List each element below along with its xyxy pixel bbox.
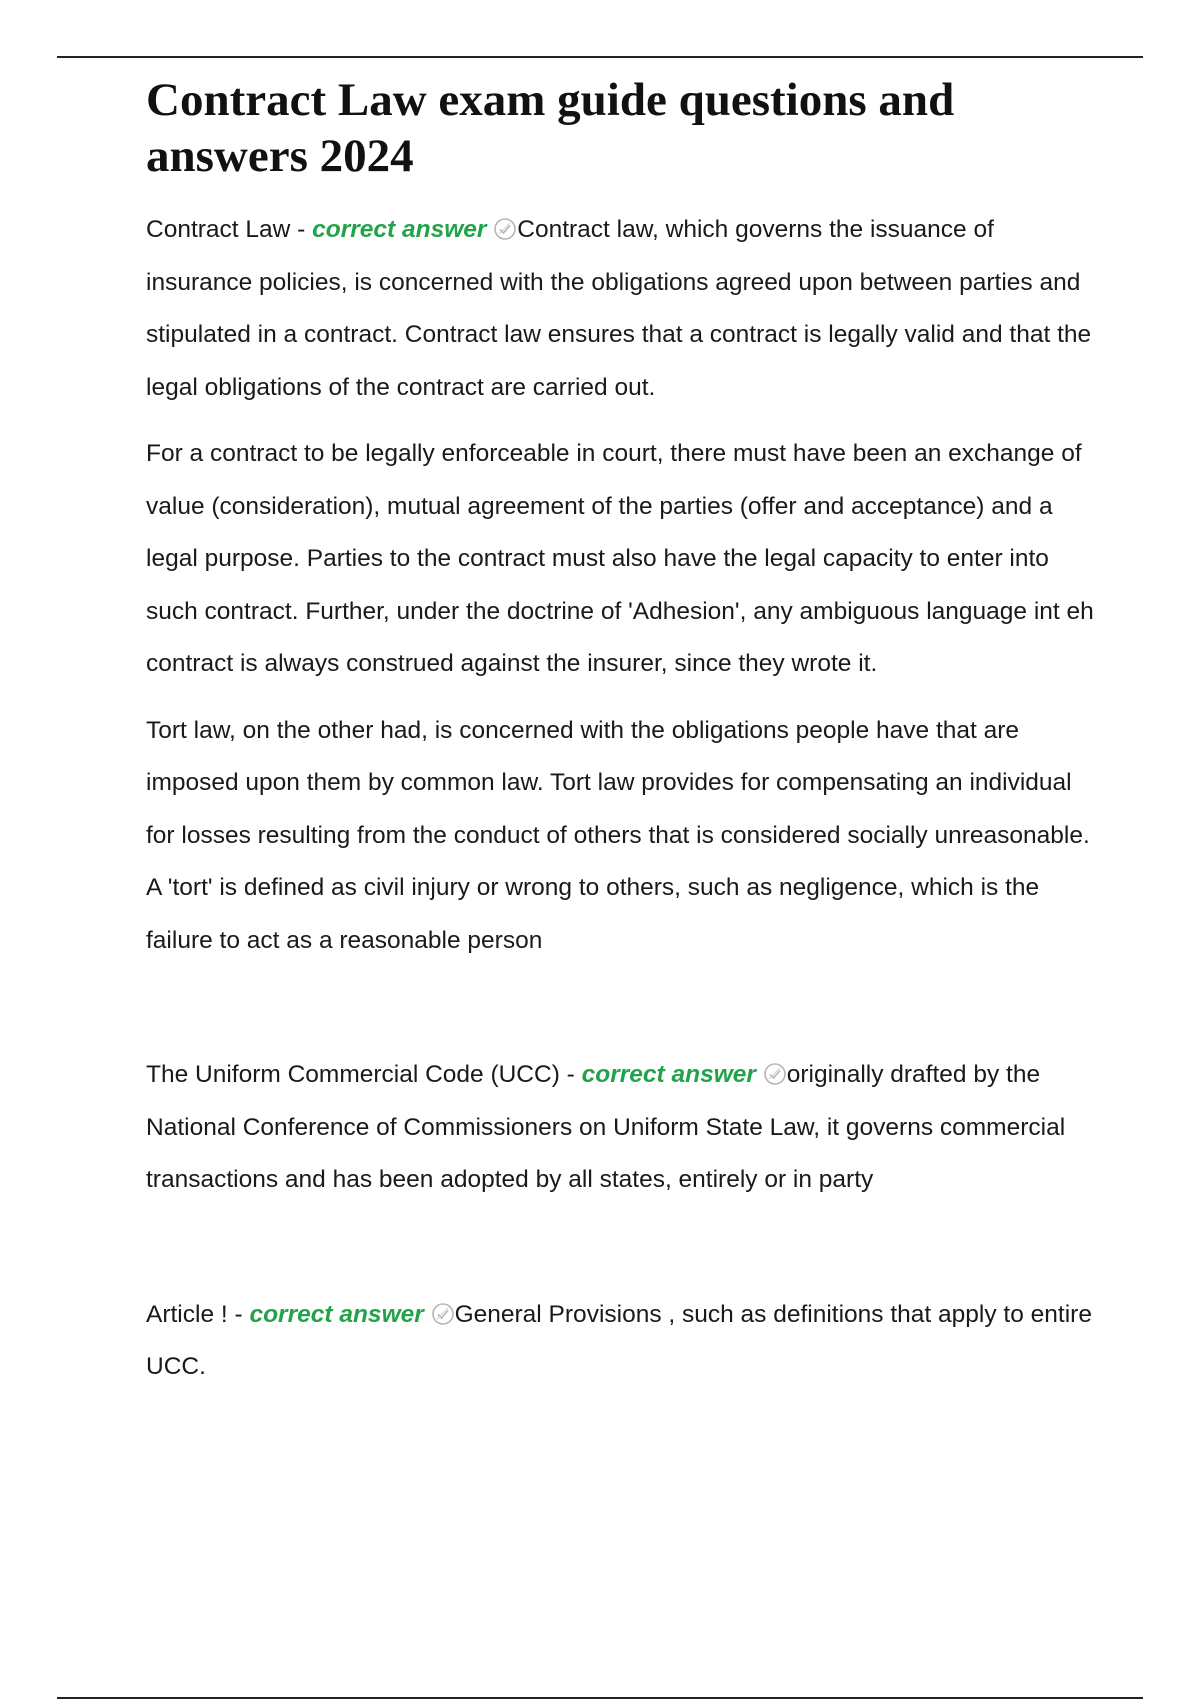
- correct-answer-label: correct answer: [312, 216, 487, 243]
- question-term: Contract Law -: [146, 216, 313, 243]
- question-term: Article ! -: [146, 1300, 250, 1328]
- check-circle-icon: [493, 208, 517, 232]
- answer-text: Contract law, which governs the issuance of insurance policies, is concerned with the obligations agreed upon between parties and stipulated in a contract. Contract law ensures that a contract is legally valid and that the legal obligations of the contract are carried out.: [146, 216, 1092, 401]
- bottom-rule: [57, 1697, 1143, 1699]
- check-circle-icon: [763, 1053, 787, 1077]
- qa-entry-article-1: [146, 1289, 1106, 1394]
- question-term: The Uniform Commercial Code (UCC) -: [146, 1061, 582, 1088]
- document-body: [146, 72, 1106, 1394]
- top-rule: [57, 56, 1143, 58]
- answer-text: General Provisions , such as definitions that apply to entire UCC.: [146, 1300, 1092, 1380]
- correct-answer-label: correct answer: [581, 1061, 756, 1088]
- answer-paragraph: Tort law, on the other had, is concerned with the obligations people have that are imposed upon them by common law. Tort law provides for compensating an individual for losses resulting from the conduct of others that is considered socially unreasonable. A 'tort' is defined as civil injury or wrong to others, such as negligence, which is the failure to act as a reasonable person: [146, 716, 1090, 954]
- qa-entry-ucc: [146, 1049, 1106, 1207]
- page-title: Contract Law exam guide questions and answers 2024: [146, 74, 955, 182]
- answer-text: originally drafted by the National Conference of Commissioners on Uniform State Law, it governs commercial transactions and has been adopted by all states, entirely or in party: [146, 1061, 1066, 1193]
- correct-answer-label: correct answer: [249, 1300, 424, 1328]
- check-circle-icon: [431, 1293, 455, 1317]
- answer-paragraph: For a contract to be legally enforceable in court, there must have been an exchange of value (consideration), mutual agreement of the parties (offer and acceptance) and a legal purpose. Parties to the contract must also have the legal capacity to enter into such contract. Further, under the doctrine of 'Adhesion', any ambiguous language int eh contract is always construed against the insurer, since they wrote it.: [146, 440, 1094, 677]
- qa-entry-contract-law: [146, 204, 1106, 414]
